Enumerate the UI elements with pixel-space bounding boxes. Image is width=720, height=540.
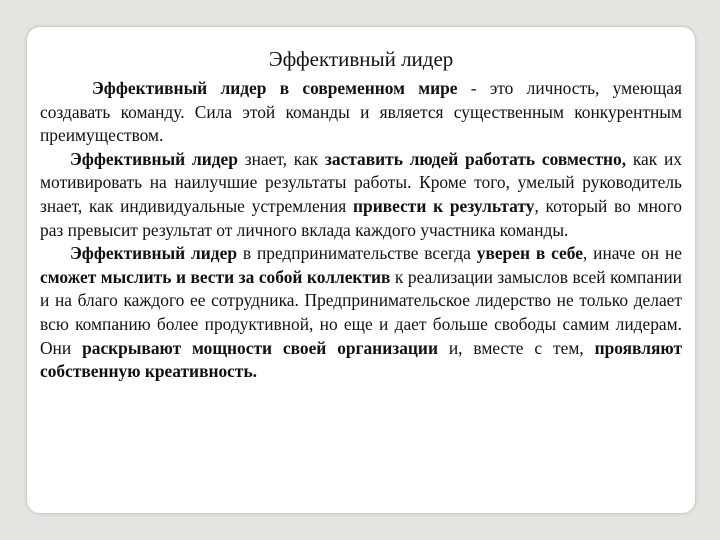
text-segment: к реализации замыслов всей компании и на благо каждого ее сотрудника. Предпринимательское лидерство не только делает всю компанию более продуктивной, но еще и дает больше свободы самим лидерам. Они xyxy=(40,266,682,358)
text-segment: заставить людей работать совместно, xyxy=(324,148,627,169)
text-segment: как их мотивировать на наилучшие результаты работы. Кроме того, умелый руководитель знает, как индивидуальные устремления xyxy=(40,148,682,216)
text-segment: проявляют собственную креативность. xyxy=(40,337,682,382)
text-segment: - это личность, умеющая создавать команду. Сила этой команды и является существенным конкурентным преимуществом. xyxy=(40,78,682,146)
paragraph-1 xyxy=(40,77,682,148)
text-segment: , который во много раз превысит результат от личного вклада каждого участника команды. xyxy=(40,195,682,240)
slide xyxy=(26,26,696,514)
text-segment: Эффективный лидер xyxy=(70,148,238,169)
text-segment: , иначе он не xyxy=(582,243,682,264)
text-segment: Эффективный лидер в современном мире xyxy=(92,78,458,98)
text-segment: знает, как xyxy=(237,148,325,169)
text-segment: раскрывают мощности своей организации xyxy=(82,337,438,358)
text-segment: в предпринимательстве всегда xyxy=(237,243,477,264)
slide-body xyxy=(40,77,682,384)
text-segment: Эффективный лидер xyxy=(70,243,237,264)
text-segment: привести к результату xyxy=(353,195,535,216)
paragraph-3 xyxy=(40,242,682,384)
text-segment: уверен в себе xyxy=(476,243,583,264)
text-segment: и, вместе с тем, xyxy=(437,337,595,358)
paragraph-2 xyxy=(40,148,682,242)
text-segment: сможет мыслить и вести за собой коллектив xyxy=(40,266,391,287)
slide-title: Эффективный лидер xyxy=(268,47,454,71)
